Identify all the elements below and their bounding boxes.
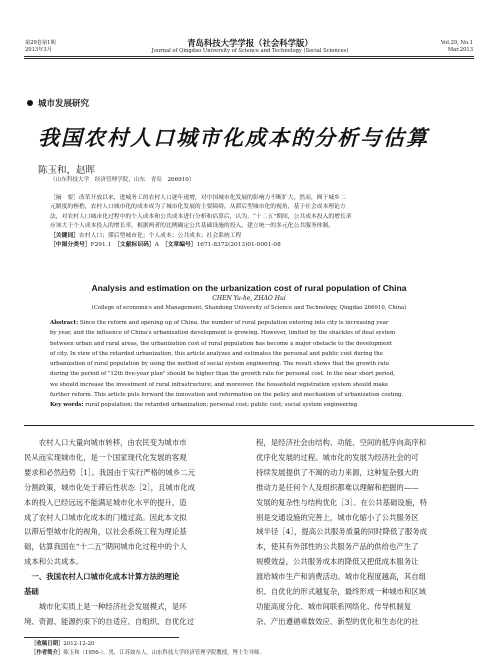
body-paragraph-line: 程，是经济社会由结构、功能、空间的低序向高序和	[256, 438, 426, 447]
article-affiliation: （山东科技大学 经济管理学院，山东 青岛 266910）	[50, 177, 195, 183]
body-paragraph-line: 杂、产出遵循乘数效应、新型的优化和生态化的社	[256, 616, 419, 626]
footnote-rule	[24, 637, 179, 638]
bullet-dot-icon	[27, 100, 33, 106]
article-id-value: 1671-8372(2013)01-0001-08	[196, 242, 281, 249]
abstract-en-line: between urban and rural areas, the urbanization cost of rural population has become a major obstacle to the development	[50, 340, 392, 347]
english-affiliation: (College of economics and Management, Shandong University of Science and Technology, Qingdao 266910, China)	[91, 305, 407, 311]
doc-code-value: A	[154, 242, 159, 249]
author-info: 陈玉和（1956-），男，江苏如东人，山东科技大学经济管理学院教授，博士生导师。	[63, 649, 265, 656]
clc-label: ［中图分类号］	[50, 242, 91, 249]
abstract-cn-line: 元制度的桎梏，农村人口城市化的成本成为了城市化发展的主要障碍。从滞后型城市化的视角，基于社会成本理论方	[50, 204, 346, 211]
received-label: ［收稿日期］	[31, 641, 64, 647]
article-title: 我国农村人口城市化成本的分析与估算	[38, 125, 429, 150]
section-tag	[27, 97, 89, 109]
body-paragraph-line: 成了农村人口城市化成本的门槛过高。因此本文拟	[24, 512, 187, 522]
header-volume-block	[25, 40, 56, 53]
body-paragraph-line: 功能高度分化、城市间联系网络化、传导机制复	[256, 601, 412, 611]
section-tag-label: 城市发展研究	[38, 99, 90, 109]
clc-value: F291.1	[90, 242, 112, 249]
header-rule-thin	[24, 58, 474, 59]
article-authors: 陈玉和，赵晖	[38, 165, 96, 176]
abstract-en	[50, 318, 450, 411]
body-paragraph-line: 分割政策，城市化处于滞后性状态［2］，且城市化成	[24, 482, 195, 492]
body-paragraph-line: 以滞后型城市化的视角，以社会系统工程为理论基	[24, 527, 187, 537]
header-date-en: Mar.2013	[447, 46, 473, 53]
abstract-en-label: Abstract:	[50, 320, 79, 326]
english-title: Analysis and estimation on the urbanization cost of rural population of China	[91, 283, 407, 293]
footnote-author	[31, 649, 265, 658]
body-paragraph-line: 持续发展提供了不竭的动力来源，这种复杂强大的	[256, 467, 419, 477]
body-paragraph-line: 织、自优化的形式越复杂，最终形成一种城市和区域	[256, 587, 426, 597]
body-paragraph-line: 农村人口大量向城市转移，由农民变为城市市	[24, 438, 187, 447]
section-heading: 一、我国农村人口城市化成本计算方法的理论	[24, 572, 180, 582]
body-paragraph-line: 城市化实质上是一种经济社会发展模式，是环	[24, 601, 187, 611]
body-paragraph-line: 成本和公共成本。	[24, 557, 84, 567]
abstract-en-line: further reform. This article puts forward the innovation and reformation on the policy and mechanism of urbanization costing.	[50, 392, 404, 399]
body-paragraph-line: 发展的复杂性与结构优化［3］。在公共基础设施，特	[256, 497, 427, 507]
body-paragraph-line: 本的投入已经远远不能满足城市化水平的提升，造	[24, 497, 187, 507]
body-paragraph-line: 础，估算我国在“十二五”期间城市化过程中的个人	[24, 542, 187, 552]
header-date-cn: 2013年3月	[25, 46, 52, 53]
classification-cn	[50, 241, 450, 250]
keywords-cn	[50, 232, 450, 241]
header-volume-en-block	[441, 40, 473, 53]
abstract-en-line: during the period of "12th five-year plan" should be higher than the growth rate for personal cost. In the near short period,	[50, 371, 396, 378]
section-heading-cont: 基础	[24, 587, 39, 597]
abstract-en-line: by year, and the influence of China's urbanization development is growing. However, limited by the shackles of dual system	[50, 330, 396, 337]
header-journal-block	[95, 38, 405, 55]
keywords-cn-label: ［关键词］	[50, 232, 79, 239]
abstract-divider	[24, 425, 474, 426]
header-rule	[24, 56, 474, 57]
body-paragraph-line: 域半径［4］，提高公共服务质量的同时降低了服务成	[256, 527, 427, 537]
body-right-column	[256, 436, 474, 630]
header-journal-cn: 青岛科技大学学报（社会科学版）	[187, 38, 313, 48]
body-paragraph-line: 境、资源、能源约束下的自适应、自组织、自优化过	[24, 616, 194, 626]
abstract-en-line: we should increase the investment of rural infrastructure; and moreover, the household registration system should make	[50, 381, 389, 388]
body-paragraph-line: 别是交通设施的完善上，城市化缩小了公共服务区	[256, 512, 419, 522]
keywords-en-text: rural population; the retarded urbanization; personal cost; public cost; social system engineering	[83, 402, 358, 409]
body-paragraph-line: 优序化发展的过程。城市化的发展为经济社会的可	[256, 452, 419, 462]
body-paragraph-line: 本，使其有外部性的公共服务产品的供给也产生了	[256, 542, 419, 552]
abstract-cn-line: 应该大于个人成本投入的增长率，根据两者的比例确定公共基础设施的投入，建立统一的多元化公共服务体制。	[50, 223, 335, 230]
abstract-en-line: urbanization of rural population by using the method of social system engineering. The result shows that the growth rate	[50, 361, 390, 368]
footnote-received	[31, 640, 265, 649]
received-date: 2012-12-20	[63, 641, 95, 647]
article-id-label: ［文章编号］	[164, 242, 197, 249]
abstract-cn-line: ［摘 要］改革开放以来，进城务工的农村人口逐年递增，对中国城市化发展的影响力不断扩大。然而，囿于城乡二	[50, 195, 346, 201]
header-volume-cn: 第29卷第1期	[25, 40, 56, 46]
keywords-en	[50, 400, 450, 410]
abstract-cn	[50, 194, 450, 250]
body-paragraph-line: 要求和必然趋势［1］。我国由于实行严格的城乡二元	[24, 467, 195, 477]
body-paragraph-line: 渡给城市生产和消费活动。城市化程度越高，其自组	[256, 572, 426, 582]
abstract-cn-line: 法，对农村人口城市化过程中的个人成本和公共成本进行分析和估算后，认为，“十二五”期间，公共成本投入的增长率	[50, 213, 352, 220]
body-paragraph-line: 推动力是任何个人及组织都难以理解和把握的——	[256, 482, 419, 492]
author-info-label: ［作者简介］	[31, 649, 64, 656]
keywords-en-label: Key words:	[50, 402, 84, 409]
abstract-en-line: of city. In view of the retarded urbanization, this article analyzes and estimates the personal and public cost during the	[50, 350, 383, 357]
doc-code-label: ［文献标识码］	[117, 242, 155, 249]
body-left-column	[24, 436, 237, 630]
body-paragraph-line: 民从而实现城市化，是一个国家现代化发展的客观	[24, 452, 187, 462]
english-authors: CHEN Yu-he, ZHAO Hui	[212, 295, 286, 302]
header-journal-en: Journal of Qingdao University of Science and Technology (Social Sciences)	[151, 48, 349, 54]
body-paragraph-line: 规模效益，公共服务成本的降低又把低成本服务让	[256, 557, 419, 567]
header-volume-en: Vol.29, No.1	[440, 40, 473, 46]
abstract-en-line: Abstract: Since the reform and opening up of China, the number of rural population entering into city is increasing year	[50, 320, 389, 326]
keywords-cn-text: 农村人口；滞后型城市化；个人成本；公共成本；社会系统工程	[79, 232, 242, 239]
footnote	[31, 640, 265, 657]
